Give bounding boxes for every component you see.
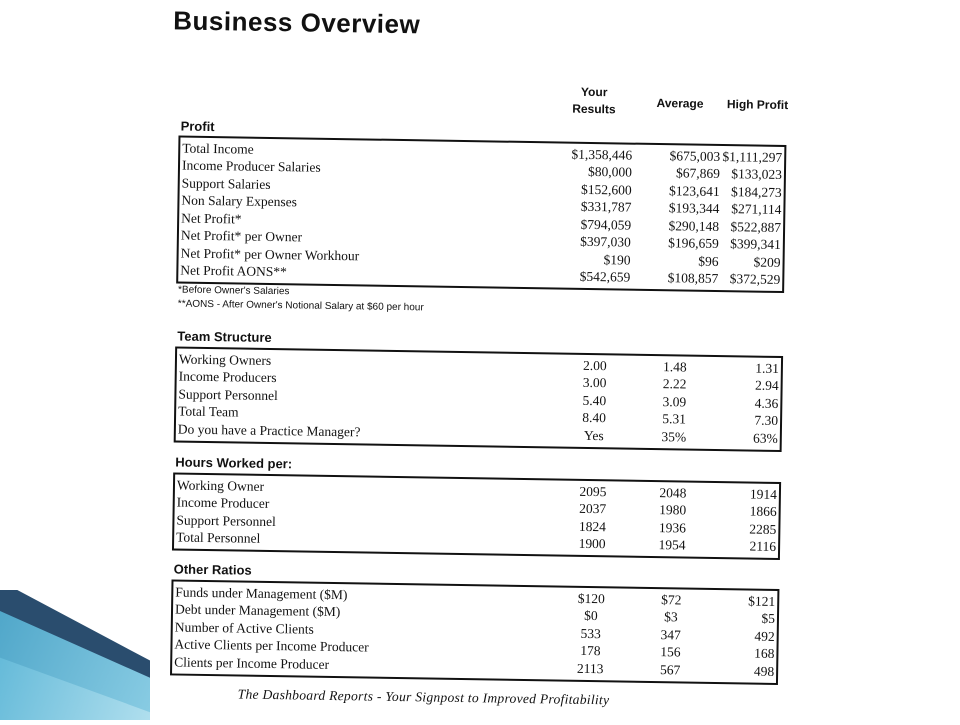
cell-your-results: 178 [580, 643, 601, 659]
cell-average: $108,857 [667, 270, 719, 287]
other-ratios-table [170, 579, 779, 684]
cell-average: $193,344 [668, 200, 720, 217]
col-header-high-profit: High Profit [726, 97, 789, 113]
cell-your-results: 533 [580, 625, 601, 641]
section-title-other-ratios: Other Ratios [173, 561, 252, 578]
cell-high-profit: $5 [761, 610, 776, 627]
row-label: Total Income [182, 140, 254, 157]
row-label: Total Personnel [176, 529, 261, 547]
section-title-team-structure: Team Structure [177, 328, 272, 345]
cell-average: 1980 [659, 502, 687, 518]
cell-your-results: 8.40 [582, 410, 607, 426]
cell-your-results: 1900 [578, 536, 606, 552]
row-label: Working Owner [176, 477, 265, 494]
cell-average: $67,869 [675, 165, 721, 182]
footnote-before-salaries: *Before Owner's Salaries [177, 284, 290, 298]
section-title-profit: Profit [180, 118, 215, 135]
cell-your-results: 5.40 [582, 392, 607, 409]
row-label: Active Clients per Income Producer [174, 636, 369, 655]
col-header-your-line1: Your [580, 84, 608, 100]
cell-high-profit: 492 [754, 628, 775, 644]
cell-high-profit: 498 [753, 663, 775, 679]
cell-your-results: $190 [603, 251, 631, 268]
col-header-your-results [559, 83, 630, 118]
slide-corner-decoration [0, 590, 150, 720]
row-label: Number of Active Clients [174, 619, 314, 637]
cell-high-profit: 1.31 [755, 360, 780, 376]
cell-average: 1936 [658, 519, 687, 536]
col-header-average: Average [656, 96, 704, 111]
page-title: Business Overview [173, 5, 421, 40]
cell-average: 35% [661, 428, 687, 445]
cell-your-results: 1824 [578, 518, 607, 535]
cell-your-results: $0 [584, 608, 598, 624]
cell-average: 567 [659, 661, 681, 678]
team-structure-table [174, 346, 783, 451]
cell-high-profit: $1,111,297 [722, 148, 783, 165]
row-label: Net Profit* per Owner [180, 227, 303, 245]
cell-your-results: $1,358,446 [571, 146, 633, 163]
row-label: Income Producer Salaries [181, 157, 321, 175]
cell-average: $3 [664, 609, 678, 625]
row-label: Do you have a Practice Manager? [177, 421, 361, 440]
row-label: Clients per Income Producer [174, 654, 330, 672]
cell-average: 1954 [658, 537, 686, 553]
cell-high-profit: 63% [752, 430, 778, 446]
cell-your-results: 2113 [576, 660, 604, 676]
row-label: Total Team [178, 403, 239, 420]
cell-your-results: $80,000 [587, 164, 633, 180]
cell-your-results: $331,787 [580, 199, 632, 215]
cell-high-profit: 2.94 [754, 377, 779, 394]
cell-high-profit: 2116 [749, 538, 777, 555]
cell-your-results: Yes [583, 427, 604, 443]
row-label: Non Salary Expenses [181, 192, 298, 210]
row-label: Income Producer [176, 494, 270, 512]
row-label: Net Profit* per Owner Workhour [180, 245, 360, 264]
cell-high-profit: 2285 [749, 521, 777, 537]
cell-high-profit: 1866 [749, 503, 777, 520]
row-label: Support Personnel [178, 386, 278, 403]
cell-average: 5.31 [662, 411, 687, 427]
cell-your-results: 2037 [579, 501, 607, 517]
cell-your-results: 2.00 [583, 357, 607, 374]
cell-high-profit: 1914 [749, 486, 778, 502]
cell-average: $196,659 [668, 235, 719, 252]
footer-tagline: The Dashboard Reports - Your Signpost to Improved Profitability [237, 686, 610, 708]
row-label: Working Owners [178, 351, 272, 368]
cell-average: 156 [660, 644, 681, 660]
cell-high-profit: $271,114 [731, 201, 782, 218]
row-label: Debt under Management ($M) [174, 601, 341, 620]
cell-your-results: $542,659 [579, 269, 631, 285]
row-label: Support Personnel [176, 512, 276, 529]
cell-average: $96 [698, 253, 719, 269]
cell-high-profit: 4.36 [754, 395, 779, 411]
cell-average: 3.09 [662, 393, 687, 410]
cell-your-results: 2095 [579, 483, 607, 500]
cell-high-profit: $372,529 [729, 271, 781, 288]
cell-average: $290,148 [668, 217, 720, 234]
hours-worked-table [172, 472, 781, 560]
cell-average: $675,003 [669, 147, 721, 164]
cell-high-profit: $184,273 [730, 183, 782, 200]
cell-your-results: 3.00 [582, 375, 607, 391]
scanned-report-page [157, 0, 808, 725]
cell-high-profit: $522,887 [730, 218, 782, 235]
cell-your-results: $397,030 [580, 234, 631, 250]
row-label: Income Producers [178, 368, 277, 386]
cell-high-profit: 7.30 [754, 412, 779, 429]
cell-high-profit: $209 [753, 254, 781, 270]
cell-average: 347 [660, 626, 681, 643]
cell-average: 2.22 [662, 376, 687, 392]
row-label: Funds under Management ($M) [175, 584, 348, 602]
footnote-aons: **AONS - After Owner's Notional Salary at $60 per hour [177, 298, 424, 314]
cell-average: 1.48 [662, 358, 687, 375]
cell-average: $123,641 [668, 182, 720, 199]
cell-average: $72 [661, 591, 682, 608]
col-header-your-line2: Results [572, 101, 616, 117]
cell-high-profit: $133,023 [731, 166, 783, 183]
cell-average: 2048 [659, 484, 687, 501]
row-label: Support Salaries [181, 175, 271, 192]
profit-table [176, 136, 786, 294]
cell-high-profit: $399,341 [730, 236, 781, 253]
row-label: Net Profit AONS** [180, 262, 287, 280]
cell-high-profit: 168 [754, 645, 775, 662]
cell-high-profit: $121 [748, 593, 776, 609]
cell-your-results: $794,059 [580, 216, 632, 233]
cell-your-results: $120 [577, 590, 605, 607]
row-label: Net Profit* [181, 210, 242, 227]
cell-your-results: $152,600 [580, 181, 632, 198]
section-title-hours-worked: Hours Worked per: [175, 454, 293, 472]
